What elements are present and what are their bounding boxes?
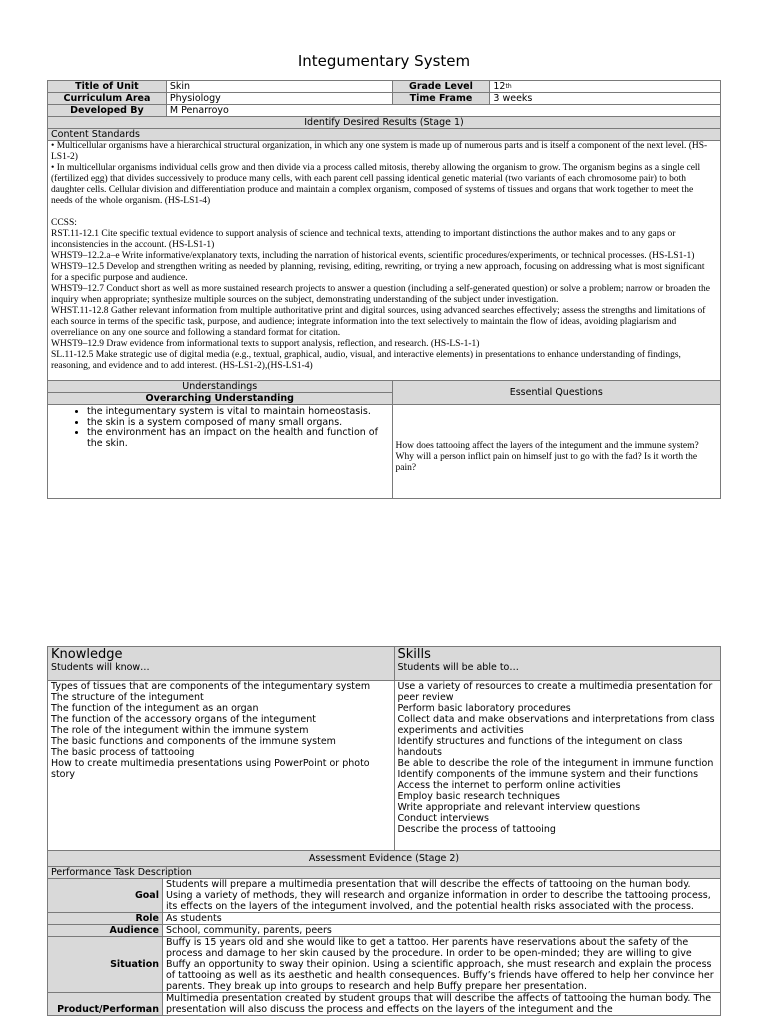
knowledge-skills-table: [47, 646, 721, 1016]
knowledge-item: How to create multimedia presentations using PowerPoint or photo story: [51, 758, 370, 780]
skill-item: Perform basic laboratory procedures: [397, 703, 571, 714]
unit-plan-table: [47, 80, 721, 499]
skill-item: Write appropriate and relevant interview questions: [397, 802, 641, 813]
stage1-heading: Identify Desired Results (Stage 1): [48, 117, 721, 129]
skill-item: Employ basic research techniques: [397, 791, 561, 802]
skills-subheading: Students will be able to…: [397, 662, 519, 673]
knowledge-item: The structure of the integument: [51, 692, 204, 703]
overarching-understanding-heading: Overarching Understanding: [48, 393, 393, 405]
knowledge-item: The function of the integument as an organ: [51, 703, 259, 714]
skills-header: [394, 647, 721, 681]
document-title: Integumentary System: [297, 52, 471, 70]
content-standards-body: [48, 141, 721, 381]
stage2-heading: Assessment Evidence (Stage 2): [48, 851, 721, 867]
grade-level-value: [490, 81, 721, 93]
knowledge-subheading: Students will know…: [51, 662, 150, 673]
grade-suffix: th: [505, 83, 512, 90]
situation-text: Buffy is 15 years old and she would like to get a tattoo. Her parents have reservations about the safety of the process and damage to her skin caused by the procedure. In order to be open-minded; they are willing to give Buffy an opportunity to sway their opinion. Using a scientific approach, she must research and explain the process of tattooing as well as its aesthetic and health consequences. Buffy’s friends have offered to help her convince her parents. They break up into groups to research and help Buffy prepare her presentation.: [162, 937, 720, 993]
standard-line: WHST9–12.9 Draw evidence from informational texts to support analysis, reflection, and research. (HS-LS-1-1): [51, 339, 480, 349]
standard-line: RST.11-12.1 Cite specific textual evidence to support analysis of science and technical texts, attending to important distinctions the author makes and to any gaps or inconsistencies in the account. (HS-LS1-1): [51, 229, 676, 250]
standard-line: WHST9–12.2.a–e Write informative/explanatory texts, including the narration of historical events, scientific procedures/experiments, or technical processes. (HS-LS1-1): [51, 251, 695, 261]
skill-item: Identify structures and functions of the integument on class handouts: [397, 736, 683, 758]
role-text: As students: [162, 913, 720, 925]
standard-line: CCSS:: [51, 218, 77, 228]
skill-item: Describe the process of tattooing: [397, 824, 556, 835]
curriculum-area-value: Physiology: [166, 93, 392, 105]
skill-item: Conduct interviews: [397, 813, 489, 824]
understandings-list-cell: [48, 405, 393, 499]
understandings-list: [51, 407, 389, 449]
title-of-unit-label: Title of Unit: [48, 81, 167, 93]
knowledge-header: [48, 647, 395, 681]
performance-task-heading: Performance Task Description: [48, 867, 721, 879]
understanding-item: • the skin is a system composed of many small organs.: [87, 418, 389, 429]
skill-item: Identify components of the immune system and their functions: [397, 769, 699, 780]
knowledge-list: [48, 681, 395, 851]
curriculum-area-label: Curriculum Area: [48, 93, 167, 105]
standard-line: WHST.11-12.8 Gather relevant information from multiple authoritative print and digital sources, using advanced searches effectively; assess the strengths and limitations of each source in terms of the specific task, purpose, and audience; integrate information into the text selectively to maintain the flow of ideas, avoiding plagiarism and overreliance on any one source and following a standard format for citation.: [51, 306, 706, 338]
standard-line: SL.11-12.5 Make strategic use of digital media (e.g., textual, graphical, audio, visual, and interactive elements) in presentations to enhance understanding of findings, reasoning, and evidence and to add interest. (HS-LS1-2),(HS-LS1-4): [51, 350, 681, 371]
essential-questions-heading: Essential Questions: [392, 381, 720, 405]
understanding-item: • the environment has an impact on the health and function of the skin.: [87, 428, 389, 449]
knowledge-item: Types of tissues that are components of the integumentary system: [51, 681, 371, 692]
situation-label: Situation: [48, 937, 163, 993]
standard-line: [51, 207, 717, 218]
time-frame-value: 3 weeks: [490, 93, 721, 105]
skill-item: Collect data and make observations and interpretations from class experiments and activities: [397, 714, 715, 736]
grade-number: 12: [493, 81, 506, 92]
skill-item: Be able to describe the role of the integument in immune function: [397, 758, 714, 769]
product-text: Multimedia presentation created by student groups that will describe the affects of tattooing the human body. The presentation will also discuss the process and effects on the layers of the integument and the: [162, 993, 720, 1016]
developed-by-value: M Penarroyo: [166, 105, 720, 117]
developed-by-label: Developed By: [48, 105, 167, 117]
knowledge-item: The role of the integument within the immune system: [51, 725, 309, 736]
role-label: Role: [48, 913, 163, 925]
understanding-item: • the integumentary system is vital to maintain homeostasis.: [87, 407, 389, 418]
content-standards-heading: Content Standards: [48, 129, 721, 141]
skills-list: [394, 681, 721, 851]
goal-text: Students will prepare a multimedia presentation that will describe the effects of tattooing on the human body. Using a variety of methods, they will research and organize information in order to describe the tattooing process, its effects on the layers of the integument involved, and the potential health risks associated with the process.: [162, 879, 720, 913]
time-frame-label: Time Frame: [392, 93, 490, 105]
knowledge-item: The basic functions and components of the immune system: [51, 736, 336, 747]
grade-level-label: Grade Level: [392, 81, 490, 93]
audience-label: Audience: [48, 925, 163, 937]
skill-item: Use a variety of resources to create a multimedia presentation for peer review: [397, 681, 713, 703]
understandings-heading: Understandings: [48, 381, 393, 393]
goal-label: Goal: [48, 879, 163, 913]
knowledge-item: The basic process of tattooing: [51, 747, 195, 758]
audience-text: School, community, parents, peers: [162, 925, 720, 937]
standard-line: WHST9–12.5 Develop and strengthen writing as needed by planning, revising, editing, rewriting, or trying a new approach, focusing on addressing what is most significant for a specific purpose and audience.: [51, 262, 705, 283]
skills-heading: Skills: [397, 647, 431, 662]
product-label: Product/Performan: [48, 993, 163, 1016]
essential-questions-text: How does tattooing affect the layers of the integument and the immune system? Why will a person inflict pain on himself just to go with the fad? Is it worth the pain?: [392, 405, 720, 499]
standard-line: WHST9–12.7 Conduct short as well as more sustained research projects to answer a question (including a self-generated question) or solve a problem; narrow or broaden the inquiry when appropriate; synthesize multiple sources on the subject, demonstrating understanding of the subject under investigation.: [51, 284, 711, 305]
skill-item: Access the internet to perform online activities: [397, 780, 621, 791]
standard-line: • Multicellular organisms have a hierarchical structural organization, in which any one system is made up of numerous parts and is itself a component of the next level. (HS-LS1-2): [51, 141, 708, 162]
title-of-unit-value: Skin: [166, 81, 392, 93]
standard-line: • In multicellular organisms individual cells grow and then divide via a process called mitosis, thereby allowing the organism to grow. The organism begins as a single cell (fertilized egg) that divides successively to produce many cells, with each parent cell passing identical genetic material (two variants of each chromosome pair) to both daughter cells. Cellular division and differentiation produce and maintain a complex organism, composed of systems of tissues and organs that work together to meet the needs of the whole organism. (HS-LS1-4): [51, 163, 701, 206]
knowledge-heading: Knowledge: [51, 647, 123, 662]
knowledge-item: The function of the accessory organs of the integument: [51, 714, 316, 725]
